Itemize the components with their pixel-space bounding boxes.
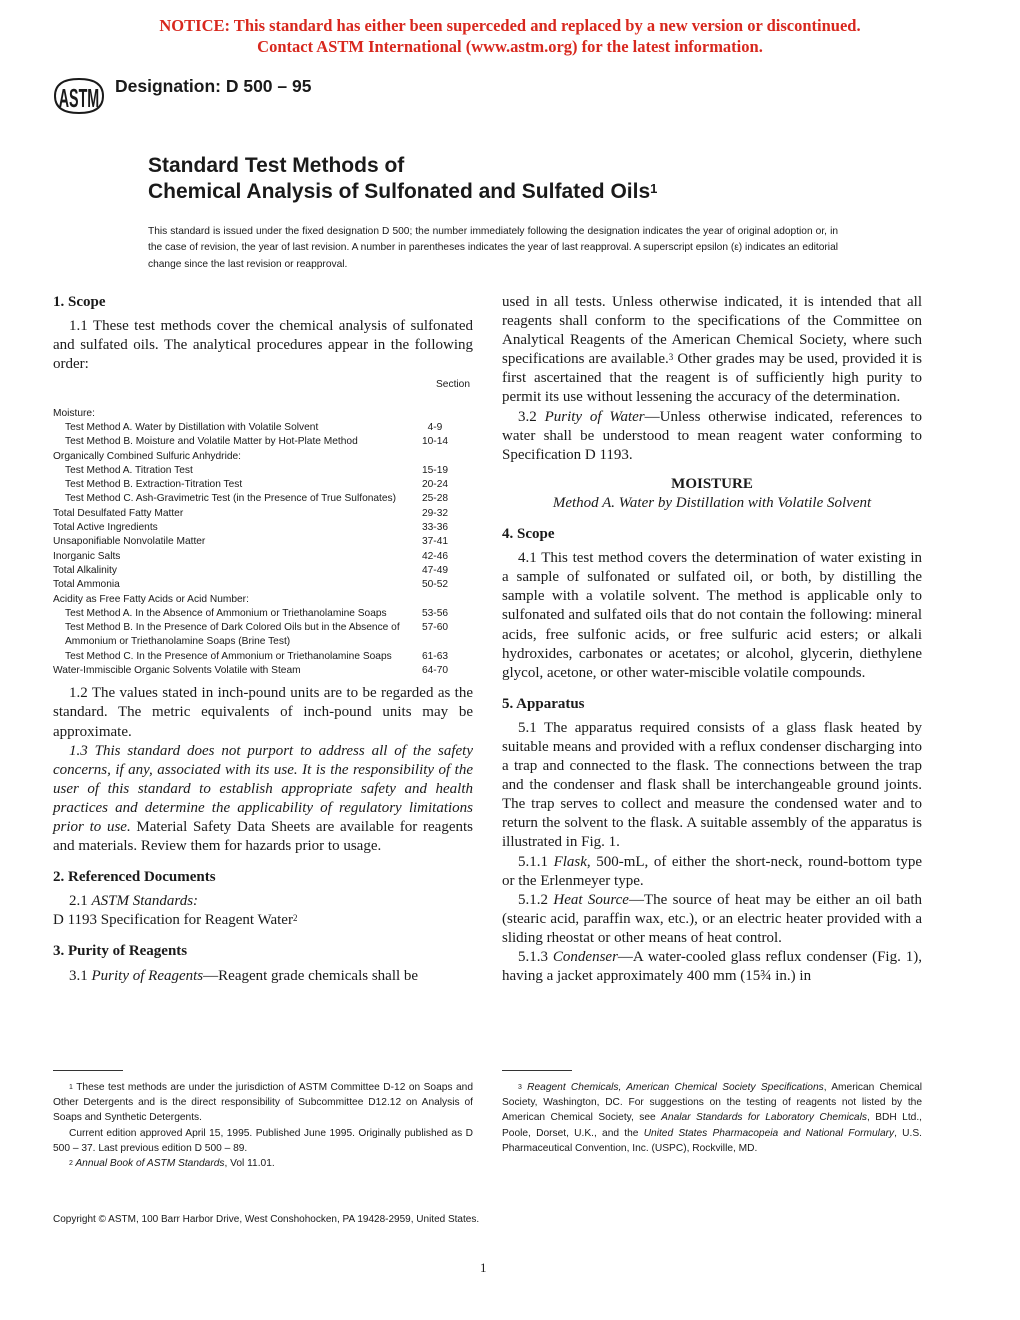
toc-row xyxy=(53,650,473,664)
notice-banner xyxy=(0,15,1020,57)
toc-row xyxy=(53,535,473,549)
para-5-1: 5.1 The apparatus required consists of a glass flask heated by suitable means and provided with a reflux condenser discharging into a trap and connected to the flask. The connections between the trap and the condenser and flask shall be interchangeable ground joints. The trap serves to collect and measure the condensed water and to return the solvent to the flask. A suitable assembly of the apparatus is illustrated in Fig. 1. xyxy=(502,719,922,851)
notice-line-1: NOTICE: This standard has either been superceded and replaced by a new version or discontinued. xyxy=(159,16,861,35)
toc-section: 47-49 xyxy=(421,564,449,576)
toc-row xyxy=(53,564,473,578)
para-1-2: 1.2 The values stated in inch-pound units are to be regarded as the standard. The metric equivalents of inch-pound units may be approximate. xyxy=(53,685,473,740)
para-2-1: 2.1 ASTM Standards: xyxy=(69,893,199,910)
toc-section: 10-14 xyxy=(421,436,449,448)
toc-label: Test Method A. Titration Test xyxy=(65,464,193,476)
toc-label: Moisture: xyxy=(53,407,95,419)
toc-label: Test Method B. In the Presence of Dark Colored Oils but in the Absence of Ammonium or Triethanolamine Soaps (Brine Test) xyxy=(65,622,400,648)
toc-section: 15-19 xyxy=(421,464,449,476)
logo-text: ASTM xyxy=(58,84,100,114)
moisture-subheading: Method A. Water by Distillation with Volatile Solvent xyxy=(552,494,872,511)
toc-section: 29-32 xyxy=(421,507,449,519)
footnote-rule-right xyxy=(502,1070,572,1071)
toc-section: 37-41 xyxy=(421,536,449,548)
footnote-1-edition: Current edition approved April 15, 1995. Published June 1995. Originally published as D 500 – 37. Last previous edition D 500 – 89. xyxy=(53,1127,473,1154)
toc-row xyxy=(53,464,473,478)
toc-row xyxy=(53,521,473,535)
toc-row xyxy=(53,607,473,621)
title-line-1: Standard Test Methods of xyxy=(148,154,405,177)
toc-row xyxy=(53,435,473,449)
footnotes-right xyxy=(502,1080,922,1156)
toc-label: Total Active Ingredients xyxy=(53,522,158,534)
toc-label: Test Method A. Water by Distillation with Volatile Solvent xyxy=(65,421,319,433)
toc-label: Water-Immiscible Organic Solvents Volatile with Steam xyxy=(53,665,301,677)
toc-row xyxy=(53,664,473,678)
astm-logo-icon xyxy=(52,76,106,116)
section-3-heading: 3. Purity of Reagents xyxy=(53,943,188,960)
toc-label: Total Ammonia xyxy=(53,579,120,591)
section-4-heading: 4. Scope xyxy=(502,526,555,543)
issued-note: This standard is issued under the fixed designation D 500; the number immediately following the designation indicates the year of original adoption or, in the case of revision, the year of last revision. A number in parentheses indicates the year of last reapproval. A superscript epsilon (ε) indicates an editorial change since the last revision or reapproval. xyxy=(148,226,838,270)
toc-row xyxy=(53,550,473,564)
footnotes-left xyxy=(53,1080,473,1171)
document-title xyxy=(148,153,657,205)
toc-row xyxy=(53,421,473,435)
toc-row xyxy=(53,507,473,521)
para-5-1-1: 5.1.1 Flask, 500-mL, of either the short-neck, round-bottom type or the Erlenmeyer type. xyxy=(502,853,922,889)
para-5-1-3: 5.1.3 Condenser—A water-cooled glass reflux condenser (Fig. 1), having a jacket approximately 400 mm (15¾ in.) in xyxy=(502,949,923,985)
toc-section: 4-9 xyxy=(427,421,443,433)
section-2-heading: 2. Referenced Documents xyxy=(53,869,216,886)
designation: Designation: D 500 – 95 xyxy=(115,76,312,96)
toc-row xyxy=(53,492,473,506)
toc-rows xyxy=(53,407,473,679)
toc-section: 50-52 xyxy=(421,579,449,591)
toc-header: Section xyxy=(436,379,470,391)
para-1-3: 1.3 This standard does not purport to address all of the safety concerns, if any, associated with its use. It is the responsibility of the user of this standard to establish appropriate safety and health practices and determine the applicability of regulatory limitations prior to use. Material Safety Data Sheets are available for reagents and materials. Review them for hazards prior to usage. xyxy=(53,742,473,855)
copyright: Copyright © ASTM, 100 Barr Harbor Drive, West Conshohocken, PA 19428-2959, United States. xyxy=(53,1214,480,1225)
toc-label: Unsaponifiable Nonvolatile Matter xyxy=(53,536,206,548)
title-footnote-ref: 1 xyxy=(650,181,658,196)
section-1-heading: 1. Scope xyxy=(53,294,106,310)
section-5-heading: 5. Apparatus xyxy=(502,695,585,712)
toc-row xyxy=(53,578,473,592)
ref-d1193: D 1193 Specification for Reagent Water$^2$ xyxy=(53,912,298,929)
para-4-1: 4.1 This test method covers the determination of water existing in a sample of sulfonated or sulfated oil, or both, by distilling the sample with a volatile solvent. The method is applicable only to sulfonated and sulfated oils that do not contain the following: mineral acids, free sulfonic acids, or free sulfuric acid esters; or alkali hydroxides, carbonates or acetates; or alcohol, glycerin, diethylene glycol, acetone, or other water-miscible volatile compounds. xyxy=(502,550,922,681)
footnote-1: $^1$ These test methods are under the jurisdiction of ASTM Committee D-12 on Soaps and Other Detergents and is the direct responsibility of Subcommittee D12.12 on Analysis of Soaps and Synthetic Detergents. xyxy=(53,1082,473,1124)
moisture-heading: MOISTURE xyxy=(671,475,753,492)
para-3-2: 3.2 Purity of Water—Unless otherwise indicated, references to water shall be understood to mean reagent water conforming to Specification D 1193. xyxy=(502,408,923,463)
toc-section: 42-46 xyxy=(421,550,449,562)
toc-label: Test Method A. In the Absence of Ammonium or Triethanolamine Soaps xyxy=(65,607,387,619)
toc-label: Inorganic Salts xyxy=(53,550,121,562)
toc-label: Total Desulfated Fatty Matter xyxy=(53,507,184,519)
para-3-1-continued: used in all tests. Unless otherwise indicated, it is intended that all reagents shall conform to the specifications of the Committee on Analytical Reagents of the American Chemical Society, where such specifications are available.$^3$ Other grades may be used, provided it is first ascertained that the reagent is of sufficiently high purity to permit its use without lessening the accuracy of the determination. xyxy=(502,294,922,406)
footnote-2: $^2$ Annual Book of ASTM Standards, Vol 11.01. xyxy=(69,1158,275,1170)
toc-row xyxy=(53,593,473,607)
toc-label: Test Method C. Ash-Gravimetric Test (in the Presence of True Sulfonates) xyxy=(65,493,397,505)
toc-row xyxy=(53,478,473,492)
toc-section: 25-28 xyxy=(421,493,449,505)
toc-label: Acidity as Free Fatty Acids or Acid Number: xyxy=(53,593,249,605)
toc-section: 57-60 xyxy=(421,622,449,634)
right-column xyxy=(502,293,922,986)
toc-row xyxy=(53,407,473,421)
toc-row xyxy=(53,450,473,464)
toc-section: 33-36 xyxy=(421,522,449,534)
toc-label: Total Alkalinity xyxy=(53,564,117,576)
notice-line-2: Contact ASTM International (www.astm.org) for the latest information. xyxy=(257,37,763,56)
page-number: 1 xyxy=(480,1260,487,1275)
toc-row xyxy=(53,621,473,650)
para-5-1-2: 5.1.2 Heat Source—The source of heat may be either an oil bath (stearic acid, paraffin wax, etc.), or an electric heater provided with a sliding rheostat or other means of heat control. xyxy=(502,891,922,946)
section-table xyxy=(53,378,473,678)
footnote-3: $^3$ Reagent Chemicals, American Chemical Society Specifications, American Chemical Society, Washington, DC. For suggestions on the testing of reagents not listed by the American Chemical Society, see Analar Standards for Laboratory Chemicals, BDH Ltd., Poole, Dorset, U.K., and the United States Pharmacopeia and National Formulary, U.S. Pharmaceutical Convention, Inc. (USPC), Rockville, MD. xyxy=(502,1082,923,1154)
left-column xyxy=(53,293,473,986)
footnote-rule-left xyxy=(53,1070,123,1071)
toc-section: 53-56 xyxy=(421,607,449,619)
para-1-1: 1.1 These test methods cover the chemical analysis of sulfonated and sulfated oils. The analytical procedures appear in the following order: xyxy=(53,318,473,373)
toc-section: 61-63 xyxy=(421,650,449,662)
title-line-2: Chemical Analysis of Sulfonated and Sulfated Oils$^1$ xyxy=(148,180,658,203)
para-3-1: 3.1 Purity of Reagents—Reagent grade chemicals shall be xyxy=(69,967,419,984)
toc-label: Organically Combined Sulfuric Anhydride: xyxy=(53,450,241,462)
toc-label: Test Method C. In the Presence of Ammonium or Triethanolamine Soaps xyxy=(65,650,392,662)
toc-section: 20-24 xyxy=(421,479,449,491)
toc-label: Test Method B. Moisture and Volatile Matter by Hot-Plate Method xyxy=(65,436,358,448)
toc-section: 64-70 xyxy=(421,665,449,677)
toc-label: Test Method B. Extraction-Titration Test xyxy=(65,479,243,491)
